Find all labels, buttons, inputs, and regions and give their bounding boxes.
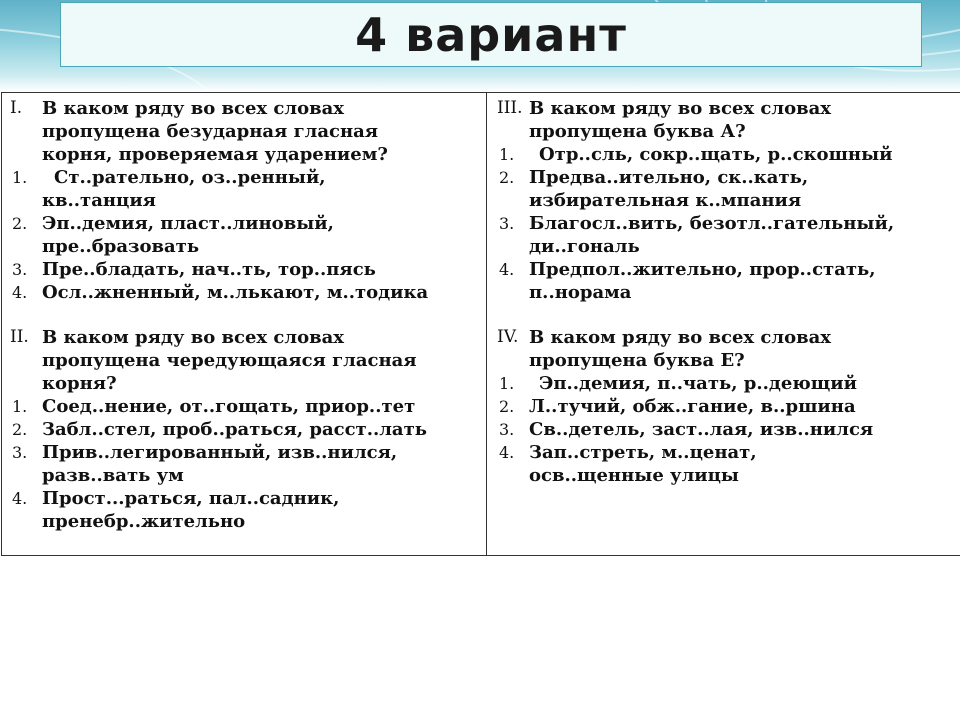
- option-line: Соед..нение, от..гощать, приор..тет: [42, 396, 416, 417]
- question-line: В каком ряду во всех словах: [529, 327, 831, 348]
- question-line: В каком ряду во всех словах: [529, 98, 831, 119]
- option-number: 3.: [12, 443, 28, 462]
- question-line: корня, проверяемая ударением?: [42, 144, 388, 165]
- left-column: [2, 93, 487, 555]
- option-text: [529, 166, 960, 212]
- question-4: [497, 326, 960, 372]
- option-line: пренебр..жительно: [42, 511, 246, 532]
- option-text: [42, 258, 480, 281]
- option-text: [529, 143, 960, 166]
- spacer: [497, 304, 960, 326]
- option-number: 1.: [499, 145, 515, 164]
- option-number: 3.: [12, 260, 28, 279]
- option-number: 2.: [499, 168, 515, 187]
- option-item: [497, 418, 960, 441]
- option-number: 2.: [12, 420, 28, 439]
- option-text: [42, 418, 480, 441]
- question-text: [529, 97, 960, 143]
- option-number: 1.: [12, 168, 28, 187]
- option-line: Пре..бладать, нач..ть, тор..пясь: [42, 259, 376, 280]
- question-line: корня?: [42, 373, 117, 394]
- option-line: Предпол..жительно, прор..стать,: [529, 259, 876, 280]
- option-item: [497, 372, 960, 395]
- option-item: [10, 258, 480, 281]
- option-line: осв..щенные улицы: [529, 465, 739, 486]
- option-text: [529, 395, 960, 418]
- option-line: ди..гональ: [529, 236, 640, 257]
- question-text: [42, 326, 480, 395]
- question-2: [10, 326, 480, 395]
- option-item: [497, 166, 960, 212]
- option-item: [10, 281, 480, 304]
- option-line: Предва..ительно, ск..кать,: [529, 167, 809, 188]
- question-line: пропущена буква Е?: [529, 350, 745, 371]
- question-line: В каком ряду во всех словах: [42, 98, 344, 119]
- option-text: [529, 418, 960, 441]
- option-item: [10, 212, 480, 258]
- option-line: пре..бразовать: [42, 236, 200, 257]
- option-line: Св..детель, заст..лая, изв..нился: [529, 419, 874, 440]
- option-number: 4.: [12, 283, 28, 302]
- option-item: [497, 258, 960, 304]
- option-item: [10, 395, 480, 418]
- question-line: пропущена безударная гласная: [42, 121, 379, 142]
- option-line: разв..вать ум: [42, 465, 184, 486]
- option-line: Благосл..вить, безотл..гательный,: [529, 213, 895, 234]
- option-number: 3.: [499, 420, 515, 439]
- question-number: II.: [10, 327, 29, 347]
- option-number: 4.: [499, 260, 515, 279]
- option-line: Л..тучий, обж..гание, в..ршина: [529, 396, 856, 417]
- option-item: [497, 143, 960, 166]
- option-number: 1.: [499, 374, 515, 393]
- option-line: Отр..сль, сокр..щать, р..скошный: [539, 144, 893, 165]
- question-number: I.: [10, 98, 23, 118]
- option-text: [529, 212, 960, 258]
- option-number: 1.: [12, 397, 28, 416]
- option-line: Зап..стреть, м..ценат,: [529, 442, 757, 463]
- option-text: [42, 441, 480, 487]
- option-line: кв..танция: [42, 190, 156, 211]
- option-number: 3.: [499, 214, 515, 233]
- option-text: [42, 166, 480, 212]
- question-text: [529, 326, 960, 372]
- question-1: [10, 97, 480, 166]
- option-item: [497, 395, 960, 418]
- question-3: [497, 97, 960, 143]
- option-text: [42, 487, 480, 533]
- slide-title: 4 вариант: [355, 7, 627, 62]
- right-column: [487, 93, 960, 555]
- spacer: [10, 304, 480, 326]
- question-line: пропущена чередующаяся гласная: [42, 350, 417, 371]
- question-line: пропущена буква А?: [529, 121, 746, 142]
- option-text: [529, 258, 960, 304]
- option-line: Осл..жненный, м..лькают, м..тодика: [42, 282, 429, 303]
- question-number: IV.: [497, 327, 519, 347]
- option-line: Прив..легированный, изв..нился,: [42, 442, 398, 463]
- option-line: Эп..демия, п..чать, р..деющий: [539, 373, 857, 394]
- option-item: [497, 441, 960, 487]
- option-number: 4.: [499, 443, 515, 462]
- question-text: [42, 97, 480, 166]
- question-number: III.: [497, 98, 523, 118]
- question-line: В каком ряду во всех словах: [42, 327, 344, 348]
- option-item: [10, 487, 480, 533]
- option-line: Ст..рательно, оз..ренный,: [54, 167, 326, 188]
- option-text: [42, 395, 480, 418]
- option-line: Эп..демия, пласт..линовый,: [42, 213, 334, 234]
- option-text: [42, 212, 480, 258]
- option-line: Забл..стел, проб..раться, расст..лать: [42, 419, 427, 440]
- option-item: [497, 212, 960, 258]
- option-line: п..норама: [529, 282, 632, 303]
- option-number: 2.: [12, 214, 28, 233]
- option-line: Прост...раться, пал..садник,: [42, 488, 340, 509]
- option-line: избирательная к..мпания: [529, 190, 802, 211]
- exercise-table: [1, 92, 960, 556]
- option-item: [10, 441, 480, 487]
- option-text: [42, 281, 480, 304]
- option-number: 4.: [12, 489, 28, 508]
- option-number: 2.: [499, 397, 515, 416]
- option-item: [10, 418, 480, 441]
- option-text: [529, 372, 960, 395]
- option-item: [10, 166, 480, 212]
- title-box: [60, 2, 922, 67]
- option-text: [529, 441, 960, 487]
